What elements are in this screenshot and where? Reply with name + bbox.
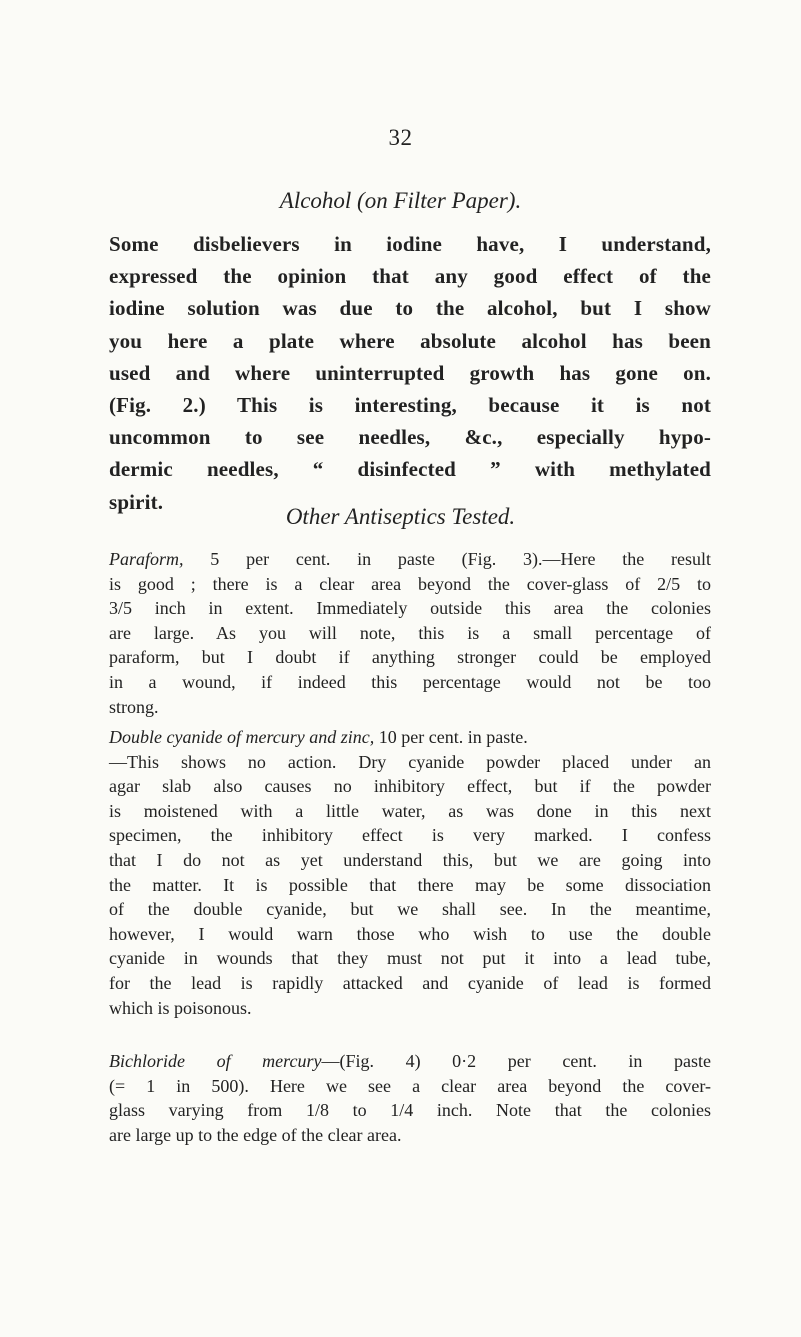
text-line: Some disbelievers in iodine have, I understand,: [109, 232, 711, 256]
page-number: 32: [388, 125, 413, 150]
text-line: is moistened with a little water, as was done in this next: [109, 800, 711, 821]
text-line: 3/5 inch in extent. Immediately outside this area the colonies: [109, 598, 711, 619]
text-line: spirit.: [109, 489, 164, 514]
text-line: glass varying from 1/8 to 1/4 inch. Note that the colonies: [109, 1100, 711, 1121]
text-line: the matter. It is possible that there may be some dissociation: [109, 874, 711, 895]
text-line: agar slab also causes no inhibitory effect, but if the powder: [109, 776, 711, 797]
text-line: that I do not as yet understand this, but we are going into: [109, 849, 711, 870]
paragraph-alcohol: [109, 228, 711, 518]
text-line: [109, 547, 711, 572]
paragraph-double-cyanide: [109, 725, 711, 1020]
text-line: cyanide in wounds that they must not put it into a lead tube,: [109, 948, 711, 969]
paragraph-paraform: [109, 547, 711, 719]
text-line: in a wound, if indeed this percentage would not be too: [109, 671, 711, 692]
text-line: you here a plate where absolute alcohol has been: [109, 328, 711, 353]
bichloride-title: Bichloride of mercury: [109, 1051, 322, 1071]
double-cyanide-title: Double cyanide of mercury and zinc,: [109, 727, 375, 747]
section-heading-alcohol: Alcohol (on Filter Paper).: [279, 188, 522, 213]
text-line: specimen, the inhibitory effect is very marked. I confess: [109, 825, 711, 846]
text-line: iodine solution was due to the alcohol, but I show: [109, 296, 711, 321]
bichloride-first-line: —(Fig. 4) 0·2 per cent. in paste: [321, 1051, 711, 1071]
text-line: of the double cyanide, but we shall see. In the meantime,: [109, 899, 711, 920]
text-line: used and where uninterrupted growth has gone on.: [109, 360, 711, 385]
text-line: (= 1 in 500). Here we see a clear area beyond the cover-: [109, 1075, 711, 1096]
text-line: [109, 1049, 711, 1074]
text-line: are large. As you will note, this is a small percentage of: [109, 622, 711, 643]
text-line: paraform, but I doubt if anything stronger could be employed: [109, 647, 711, 668]
text-line: is good ; there is a clear area beyond the cover-glass of 2/5 to: [109, 573, 711, 594]
text-line: [109, 725, 711, 750]
text-line: however, I would warn those who wish to use the double: [109, 923, 711, 944]
text-line: expressed the opinion that any good effect of the: [109, 264, 711, 289]
text-line: dermic needles, “ disinfected ” with methylated: [109, 457, 711, 482]
paraform-first-line: 5 per cent. in paste (Fig. 3).—Here the result: [183, 549, 711, 569]
paraform-title: Paraform,: [109, 549, 184, 569]
text-line: for the lead is rapidly attacked and cyanide of lead is formed: [109, 972, 711, 993]
paragraph-bichloride: [109, 1049, 711, 1147]
text-line: uncommon to see needles, &c., especially hypo-: [109, 425, 711, 450]
text-line: strong.: [109, 696, 159, 717]
double-cyanide-first-line: 10 per cent. in paste.: [374, 727, 528, 747]
section-heading-other-antiseptics: Other Antiseptics Tested.: [285, 504, 516, 529]
text-line: which is poisonous.: [109, 997, 252, 1018]
text-line: (Fig. 2.) This is interesting, because it is not: [109, 393, 711, 418]
text-line: are large up to the edge of the clear area.: [109, 1124, 402, 1145]
text-line: —This shows no action. Dry cyanide powder placed under an: [109, 751, 711, 772]
